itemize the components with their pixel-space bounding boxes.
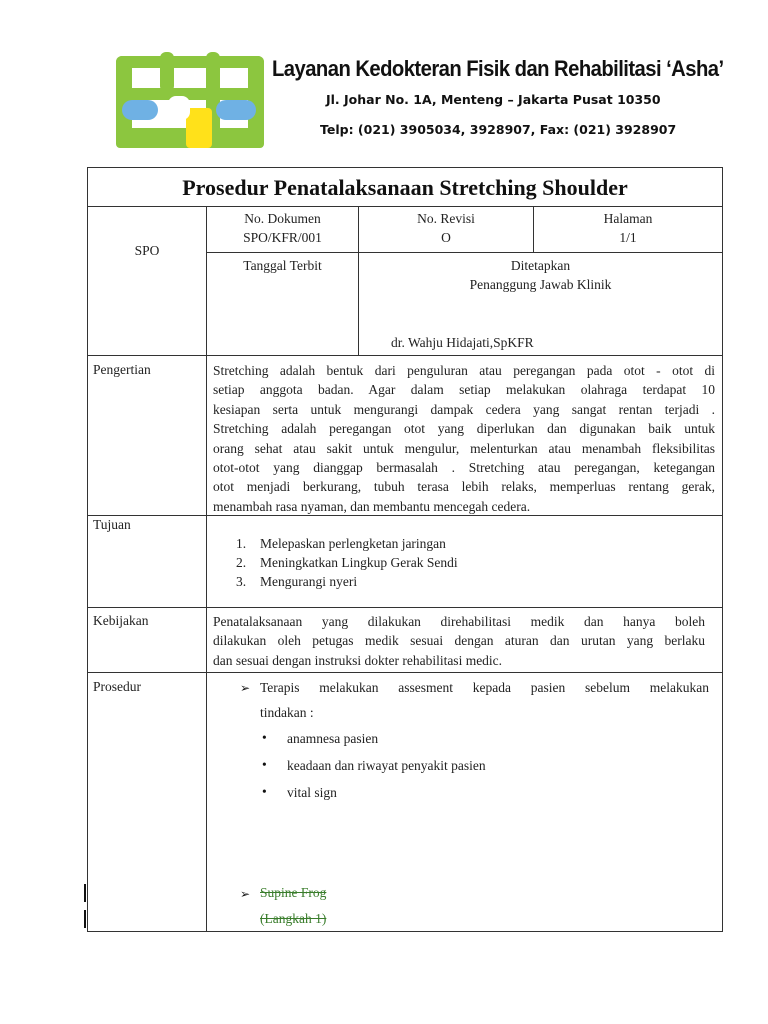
table-column-divider (206, 206, 207, 932)
prosedur-step2-title: Supine Frog (260, 885, 327, 900)
table-divider (88, 672, 722, 673)
spo-label: SPO (134, 243, 160, 258)
bullet-dot-icon: • (262, 784, 267, 799)
table-divider (207, 252, 722, 253)
signatory-name: dr. Wahju Hidajati,SpKFR (391, 335, 534, 350)
pengertian-line: otot-otot yang dianggap bermasalah . Stretching atau peregangan, ketegangan (213, 459, 715, 475)
document-title: Prosedur Penatalaksanaan Stretching Shoulder (182, 175, 628, 200)
no-dokumen-value: SPO/KFR/001 (243, 230, 322, 245)
pengertian-line: Stretching adalah peregangan otot yang diperlukan dan digunakan baik untuk (213, 421, 715, 437)
prosedur-step1 (260, 678, 709, 697)
arrow-bullet-icon: ➢ (240, 681, 251, 695)
penanggung-jawab-label: Penanggung Jawab Klinik (469, 277, 612, 292)
tujuan-label: Tujuan (93, 517, 131, 532)
kebijakan-text (213, 612, 705, 670)
kebijakan-line: dilakukan oleh petugas medik sesuai dengan aturan dan urutan yang berlaku (213, 633, 705, 649)
pengertian-label: Pengertian (93, 362, 151, 377)
no-revisi-value: O (441, 230, 451, 245)
ditetapkan-label: Ditetapkan (510, 258, 571, 273)
prosedur-bullet: vital sign (287, 785, 337, 800)
organization-name: Layanan Kedokteran Fisik dan Rehabilitasi ‘Asha’ (272, 56, 724, 81)
halaman-value: 1/1 (619, 230, 637, 245)
organization-address: Jl. Johar No. 1A, Menteng – Jakarta Pusat 10350 (326, 92, 661, 107)
pengertian-line: otot menjadi berkurang, tubuh terasa lebih relaks, memperluas rentang gerak, (213, 479, 715, 495)
revision-mark (84, 910, 86, 928)
revision-mark (84, 884, 86, 902)
tujuan-item: 1. Melepaskan perlengketan jaringan (236, 536, 446, 551)
prosedur-step1-line: Terapis melakukan assesment kepada pasien sebelum melakukan (260, 680, 709, 695)
prosedur-step2-subtitle: (Langkah 1) (260, 911, 327, 926)
prosedur-label: Prosedur (93, 679, 141, 694)
asha-logo (116, 52, 264, 150)
prosedur-step1-continuation: tindakan : (260, 705, 314, 720)
kebijakan-label: Kebijakan (93, 613, 149, 628)
pengertian-line: kesiapan serta untuk mengurangi dampak cedera yang sangat rentan terjadi . (213, 401, 715, 417)
halaman-label: Halaman (603, 211, 653, 226)
kebijakan-line: Penatalaksanaan yang dilakukan direhabilitasi medik dan hanya boleh (213, 614, 705, 629)
arrow-bullet-icon: ➢ (240, 887, 251, 901)
pengertian-text (213, 361, 715, 516)
tujuan-item: 3. Mengurangi nyeri (236, 574, 358, 589)
prosedur-bullet: keadaan dan riwayat penyakit pasien (287, 758, 486, 773)
organization-phone: Telp: (021) 3905034, 3928907, Fax: (021) 3928907 (320, 122, 677, 137)
table-divider (88, 206, 722, 207)
pengertian-line: setiap anggota badan. Agar dalam setiap melakukan olahraga terdapat 10 (213, 382, 715, 398)
pengertian-line: Stretching adalah bentuk dari penguluran atau peregangan pada otot - otot di (213, 363, 715, 378)
bullet-dot-icon: • (262, 730, 267, 745)
table-divider (88, 607, 722, 608)
bullet-dot-icon: • (262, 757, 267, 772)
tujuan-item: 2. Meningkatkan Lingkup Gerak Sendi (236, 555, 458, 570)
tanggal-terbit-label: Tanggal Terbit (243, 258, 322, 273)
prosedur-bullet: anamnesa pasien (287, 731, 379, 746)
no-revisi-label: No. Revisi (417, 211, 475, 226)
no-dokumen-label: No. Dokumen (244, 211, 321, 226)
table-divider (88, 355, 722, 356)
pengertian-line: menambah rasa nyaman, dan membantu mencegah cedera. (213, 498, 531, 514)
pengertian-line: orang sehat atau sakit untuk mengulur, melenturkan atau menambah fleksibilitas (213, 440, 715, 456)
kebijakan-line: dan sesuai dengan instruksi dokter rehabilitasi medic. (213, 652, 503, 668)
